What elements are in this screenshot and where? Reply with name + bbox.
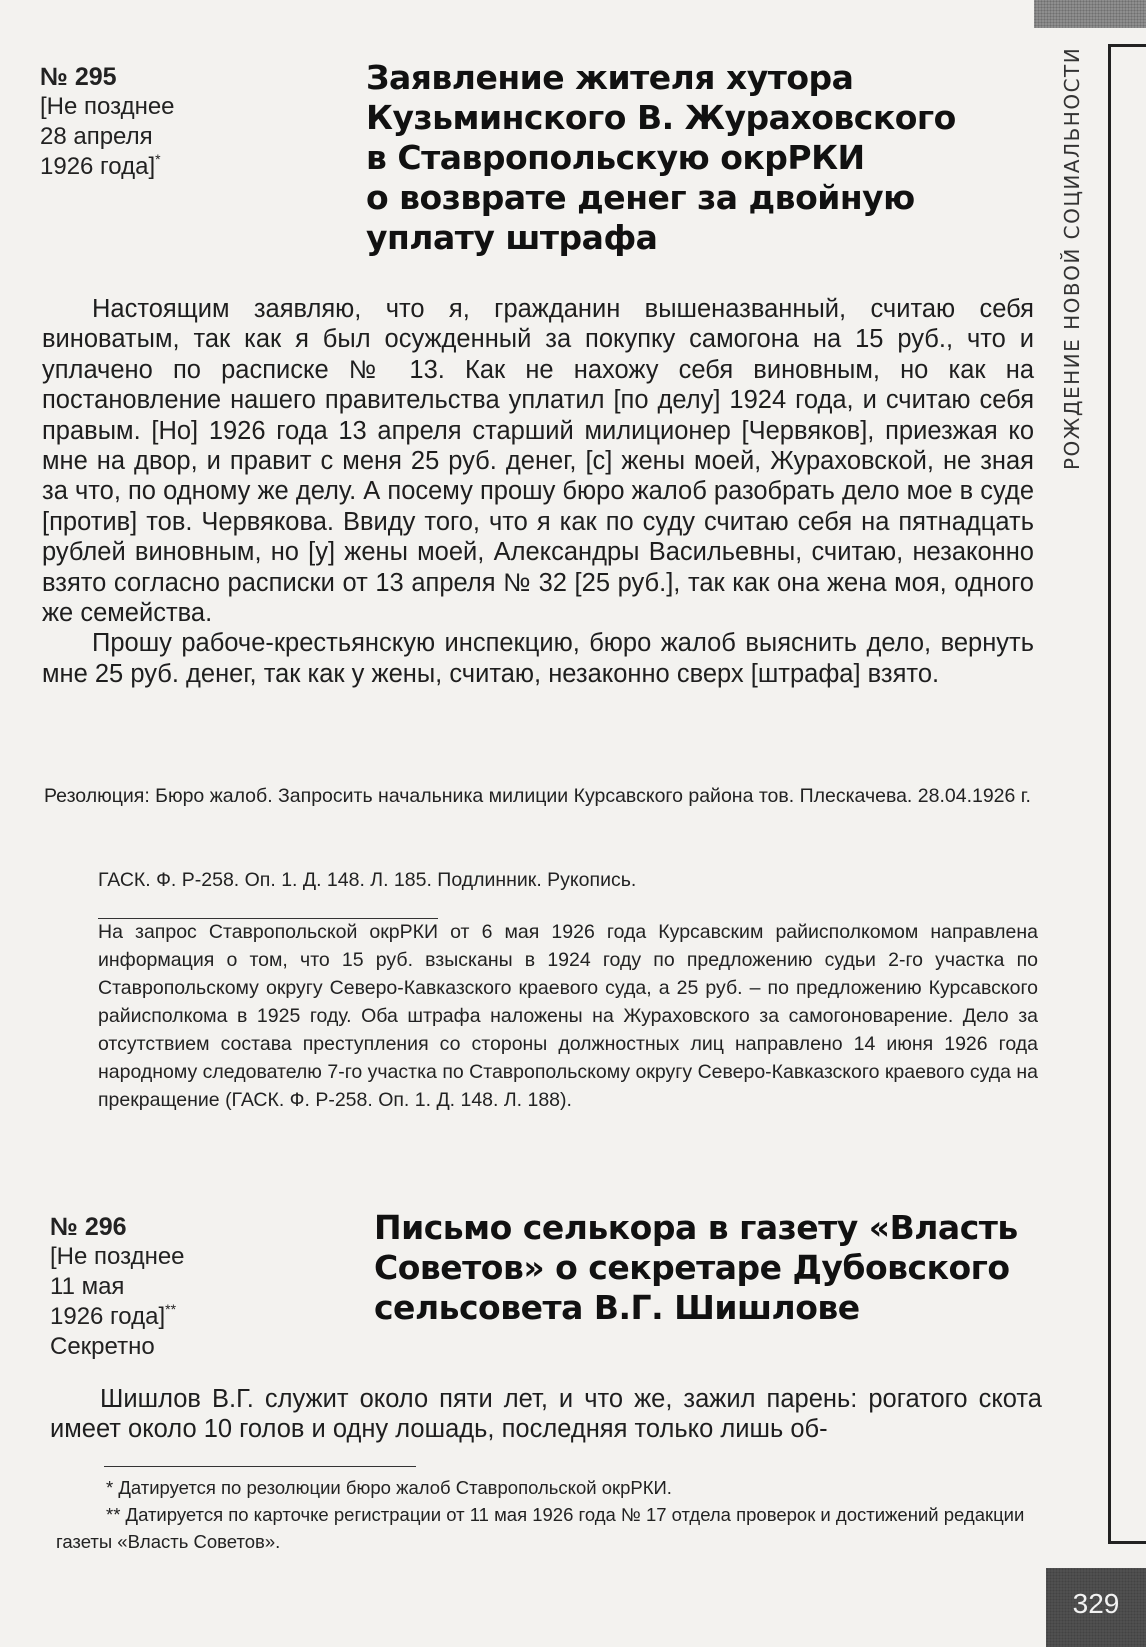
doc-296-meta — [50, 1212, 185, 1362]
doc-296-title — [374, 1208, 1018, 1328]
doc-296-date-line: [Не позднее — [50, 1243, 185, 1270]
doc-295-date-line: 1926 года]* — [40, 151, 161, 180]
title-line: в Ставропольскую окрРКИ — [366, 138, 865, 177]
doc-295-source: ГАСК. Ф. Р-258. Оп. 1. Д. 148. Л. 185. Подлинник. Рукопись. — [98, 869, 637, 891]
footnote-divider — [104, 1466, 416, 1467]
body-paragraph: Настоящим заявляю, что я, гражданин вышеназванный, считаю себя виноватым, так как я был осужденный за покупку самогона на 15 руб., что и уплачено по расписке № 13. Как не нахожу себя виновным, но как на постановление нашего правительства уплатил [по делу] 1924 года, и считаю себя правым. [Но] 1926 года 13 апреля старший милиционер [Червяков], приезжая ко мне на двор, и правит с меня 25 руб. денег, [с] жены моей, Жураховской, не зная за что, по одному же делу. А посему прошу бюро жалоб разобрать дело мое в суде [против] тов. Червякова. Ввиду того, что я как по суду считаю себя на пятнадцать рублей виновным, но [у] жены моей, Александры Васильевны, считаю, незаконно взято согласно расписки от 13 апреля № 32 [25 руб.], так как она жена моя, одного же семейства. — [42, 295, 1034, 628]
doc-296-classification: Секретно — [50, 1333, 155, 1360]
title-line: о возврате денег за двойную — [366, 178, 915, 217]
title-line: Советов» о секретаре Дубовского — [374, 1248, 1010, 1287]
side-frame — [1108, 44, 1146, 1544]
doc-296-date-line: 1926 года]** — [50, 1301, 177, 1330]
title-line: уплату штрафа — [366, 218, 658, 257]
doc-295-resolution: Резолюция: Бюро жалоб. Запросить начальника милиции Курсавского района тов. Плескачева. 28.04.1926 г. — [44, 785, 1031, 807]
doc-295-date-line: 28 апреля — [40, 123, 153, 150]
footnote: * Датируется по резолюции бюро жалоб Ставропольской окрРКИ. — [106, 1477, 672, 1498]
top-edge-tab — [1034, 0, 1146, 28]
footnotes — [56, 1474, 1048, 1555]
doc-296-date-line: 11 мая — [50, 1273, 125, 1300]
title-line: Кузьминского В. Жураховского — [366, 98, 956, 137]
running-head: РОЖДЕНИЕ НОВОЙ СОЦИАЛЬНОСТИ — [1060, 46, 1084, 470]
doc-296-body — [50, 1384, 1042, 1445]
doc-296-number: № 296 — [50, 1213, 127, 1241]
title-line: сельсовета В.Г. Шишлове — [374, 1288, 860, 1327]
footnote-marker: ** — [165, 1301, 177, 1317]
doc-295-note: На запрос Ставропольской окрРКИ от 6 мая 1926 года Курсавским райисполкомом направлена информация о том, что 15 руб. взысканы в 1924 году по предложению судьи 2-го участка по Ставропольскому округу Северо-Кавказского краевого суда, а 25 руб. – по предложению Курсавского райисполкома в 1925 году. Оба штрафа наложены на Жураховского за самогоноварение. Дело за отсутствием состава преступления со стороны должностных лиц направлено 14 июня 1926 года народному следователю 7-го участка по Ставропольскому округу Северо-Кавказского краевого суда на прекращение (ГАСК. Ф. Р-258. Оп. 1. Д. 148. Л. 188). — [98, 921, 1038, 1111]
footnote: ** Датируется по карточке регистрации от 11 мая 1926 года № 17 отдела проверок и достижений редакции газеты «Власть Советов». — [56, 1504, 1025, 1552]
body-paragraph: Шишлов В.Г. служит около пяти лет, и что же, зажил парень: рогатого скота имеет около 10 голов и одну лошадь, последняя только лишь об- — [50, 1385, 1042, 1444]
title-line: Заявление жителя хутора — [366, 58, 854, 97]
footnote-marker: * — [155, 151, 161, 167]
doc-295-title — [366, 58, 956, 258]
body-paragraph: Прошу рабоче-крестьянскую инспекцию, бюро жалоб выяснить дело, вернуть мне 25 руб. денег, так как у жены, считаю, незаконно сверх [штрафа] взято. — [42, 629, 1034, 688]
doc-295-meta — [40, 62, 175, 182]
page-number: 329 — [1046, 1568, 1146, 1647]
doc-295-date-line: [Не позднее — [40, 93, 175, 120]
doc-295-number: № 295 — [40, 63, 117, 91]
doc-295-body — [42, 294, 1034, 689]
title-line: Письмо селькора в газету «Власть — [374, 1208, 1018, 1247]
